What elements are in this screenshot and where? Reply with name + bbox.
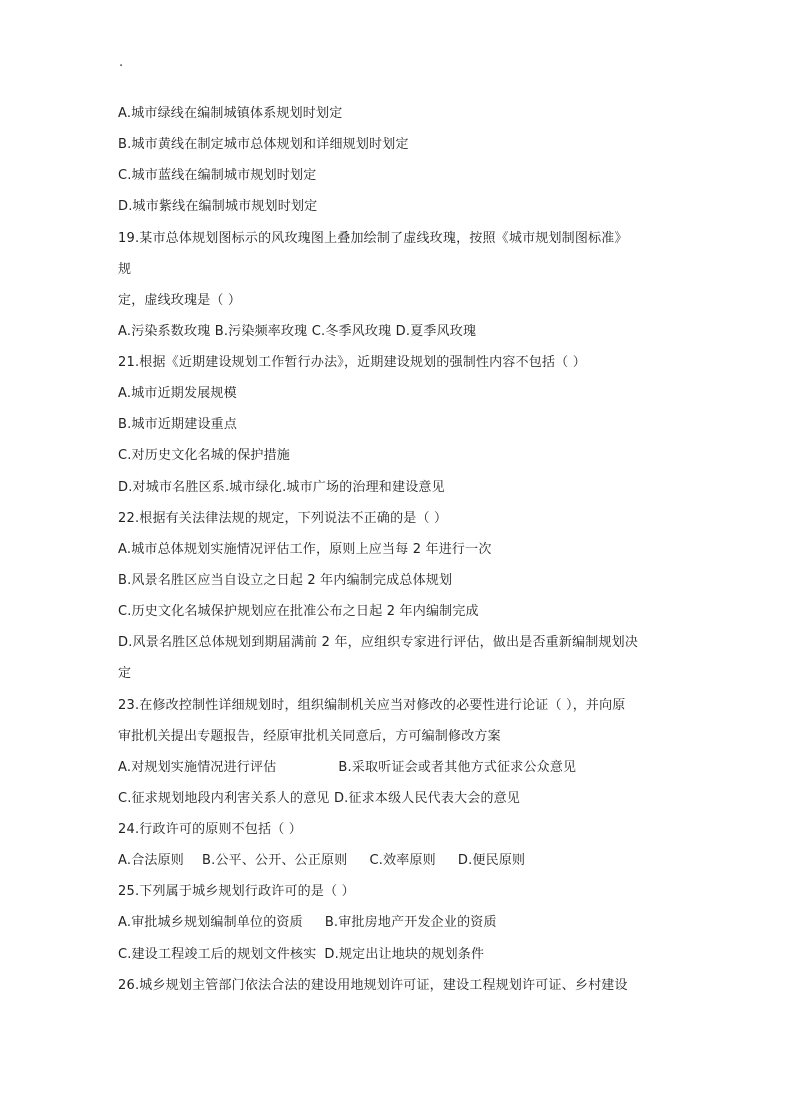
q23-option-b: B.采取听证会或者其他方式征求公众意见 (338, 760, 577, 775)
q22-option-a: A.城市总体规划实施情况评估工作，原则上应当每 2 年进行一次 (118, 542, 492, 557)
q24-option-c: C.效率原则 (369, 853, 436, 868)
q23-stem: 23.在修改控制性详细规划时，组织编制机关应当对修改的必要性进行论证（ ），并向原 (118, 698, 626, 713)
q25-option-d: D.规定出让地块的规划条件 (324, 947, 485, 962)
q23-options-row-2: C.征求规划地段内利害关系人的意见 D.征求本级人民代表大会的意见 (118, 791, 521, 806)
q23-options-row-1 (118, 758, 576, 778)
q23-option-a: A.对规划实施情况进行评估 (118, 760, 277, 775)
q24-option-d: D.便民原则 (457, 853, 526, 868)
q23-stem-wrap: 审批机关提出专题报告，经原审批机关同意后，方可编制修改方案 (118, 729, 501, 744)
q19-stem-wrap: 规 (118, 262, 132, 277)
top-mark: · (119, 59, 124, 74)
q24-option-b: B.公平、公开、公正原则 (202, 853, 348, 868)
q19-options: A.污染系数玫瑰 B.污染频率玫瑰 C.冬季风玫瑰 D.夏季风玫瑰 (118, 324, 477, 339)
q18-option-b: B.城市黄线在制定城市总体规划和详细规划时划定 (118, 137, 409, 152)
q25-option-a: A.审批城乡规划编制单位的资质 (118, 915, 303, 930)
q25-options-row-1 (118, 913, 497, 933)
q18-option-a: A.城市绿线在编制城镇体系规划时划定 (118, 106, 343, 121)
q21-option-d: D.对城市名胜区系.城市绿化.城市广场的治理和建设意见 (118, 480, 445, 495)
q21-stem: 21.根据《近期建设规划工作暂行办法》，近期建设规划的强制性内容不包括（ ） (118, 355, 586, 370)
q19-stem: 19.某市总体规划图标示的风玫瑰图上叠加绘制了虚线玫瑰，按照《城市规划制图标准》 (118, 231, 628, 246)
q18-option-c: C.城市蓝线在编制城市规划时划定 (118, 168, 317, 183)
q22-option-c: C.历史文化名城保护规划应在批准公布之日起 2 年内编制完成 (118, 604, 479, 619)
q22-option-b: B.风景名胜区应当自设立之日起 2 年内编制完成总体规划 (118, 573, 453, 588)
q26-stem: 26.城乡规划主管部门依法合法的建设用地规划许可证，建设工程规划许可证、乡村建设 (118, 978, 628, 993)
q21-option-b: B.城市近期建设重点 (118, 417, 238, 432)
q21-option-a: A.城市近期发展规模 (118, 386, 237, 401)
q24-stem: 24.行政许可的原则不包括（ ） (118, 822, 303, 837)
q22-option-d-wrap: 定 (118, 666, 132, 681)
q25-option-c: C.建设工程竣工后的规划文件核实 (118, 947, 317, 962)
q25-stem: 25.下列属于城乡规划行政许可的是（ ） (118, 884, 355, 899)
q22-stem: 22.根据有关法律法规的规定，下列说法不正确的是（ ） (118, 511, 448, 526)
q25-option-b: B.审批房地产开发企业的资质 (324, 915, 497, 930)
q24-options (118, 851, 525, 871)
q19-stem-end: 定，虚线玫瑰是（ ） (118, 293, 242, 308)
q25-options-row-2 (118, 945, 484, 965)
q24-option-a: A.合法原则 (118, 853, 184, 868)
q18-option-d: D.城市紫线在编制城市规划时划定 (118, 199, 318, 214)
q21-option-c: C.对历史文化名城的保护措施 (118, 448, 291, 463)
q22-option-d: D.风景名胜区总体规划到期届满前 2 年，应组织专家进行评估，做出是否重新编制规划决 (118, 635, 639, 650)
